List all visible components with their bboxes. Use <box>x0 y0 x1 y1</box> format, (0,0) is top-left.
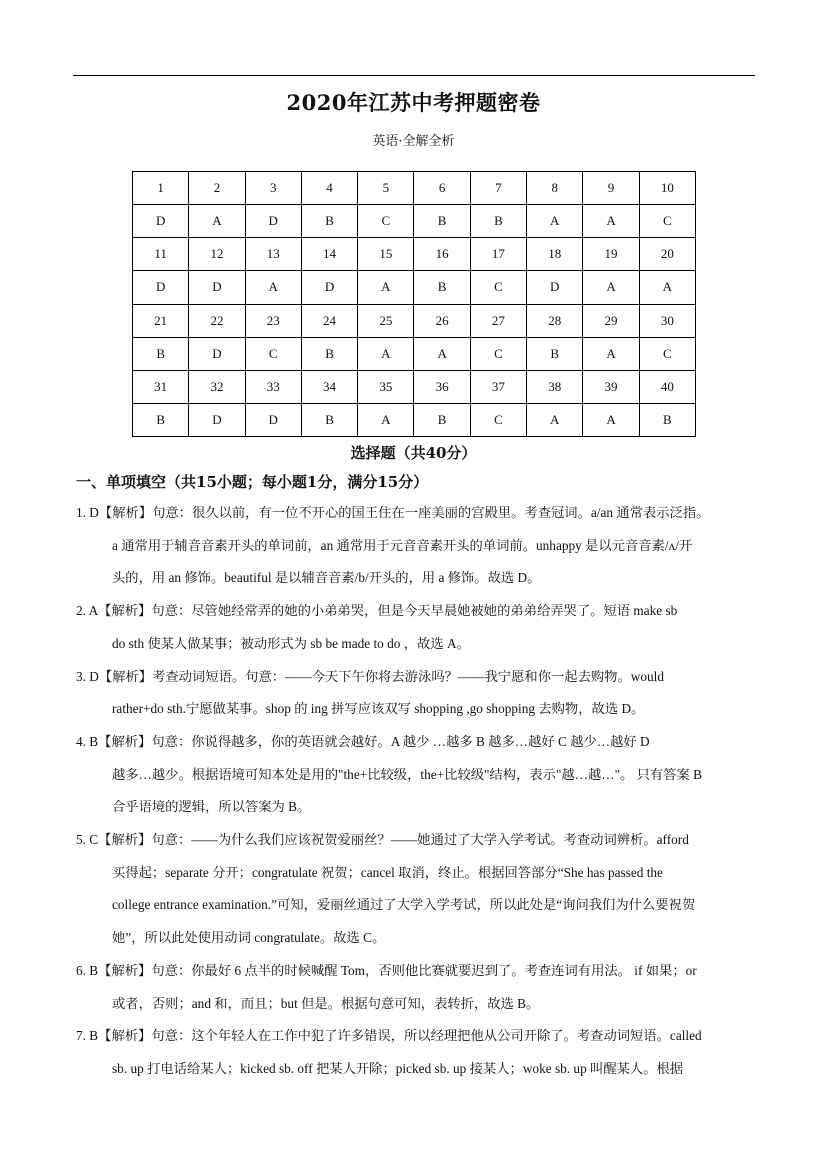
answer-row <box>133 403 696 436</box>
question-number-cell: 39 <box>583 370 639 403</box>
explanation-item <box>76 955 756 1020</box>
question-number-cell: 7 <box>470 172 526 205</box>
answer-cell: C <box>470 271 526 304</box>
answer-cell: D <box>527 271 583 304</box>
question-number-cell: 40 <box>639 370 695 403</box>
answer-cell: B <box>639 403 695 436</box>
question-number-cell: 38 <box>527 370 583 403</box>
question-number-cell: 33 <box>245 370 301 403</box>
question-number-cell: 15 <box>358 238 414 271</box>
question-number-cell: 34 <box>301 370 357 403</box>
question-number-cell: 13 <box>245 238 301 271</box>
explanation-list <box>76 497 756 1086</box>
answer-cell: D <box>133 271 189 304</box>
question-number-row <box>133 172 696 205</box>
answer-cell: A <box>583 271 639 304</box>
question-number-cell: 32 <box>189 370 245 403</box>
explanation-item <box>76 661 756 726</box>
explanation-line: 或者，否则；and 和，而且；but 但是。根据句意可知，表转折，故选 B。 <box>112 995 540 1011</box>
explanation-line: 6. B【解析】句意：你最好 6 点半的时候喊醒 Tom，否则他比赛就要迟到了。考查连词有用法。 if 如果；or <box>76 962 697 978</box>
explanation-item <box>76 726 756 824</box>
explanation-line: 2. A【解析】句意：尽管她经常弄的她的小弟弟哭，但是今天早晨她被她的弟弟给弄哭了。短语 make sb <box>76 603 678 619</box>
explanation-line: 1. D【解析】句意：很久以前，有一位不开心的国王住在一座美丽的宫殿里。考查冠词。a/an 通常表示泛指。 <box>76 505 710 520</box>
answer-cell: A <box>358 337 414 370</box>
answer-cell: D <box>133 205 189 238</box>
question-number-cell: 5 <box>358 172 414 205</box>
question-number-cell: 19 <box>583 238 639 271</box>
question-number-cell: 21 <box>133 304 189 337</box>
section-heading: 一、单项填空（共15小题；每小题1分，满分15分） <box>76 473 429 491</box>
answer-row <box>133 337 696 370</box>
answer-cell: A <box>583 205 639 238</box>
answer-cell: B <box>414 403 470 436</box>
document-subtitle: 英语·全解全析 <box>372 134 455 149</box>
answer-cell: A <box>583 337 639 370</box>
explanation-line: 头的，用 an 修饰。beautiful 是以辅音音素/b/开头的，用 a 修饰。故选 D。 <box>112 570 541 586</box>
question-number-cell: 37 <box>470 370 526 403</box>
explanation-item <box>76 1020 756 1085</box>
question-number-cell: 36 <box>414 370 470 403</box>
question-number-cell: 20 <box>639 238 695 271</box>
answer-cell: C <box>245 337 301 370</box>
document-title: 2020年江苏中考押题密卷 <box>286 90 541 115</box>
header-rule <box>73 75 755 76</box>
question-number-cell: 35 <box>358 370 414 403</box>
answer-cell: B <box>301 337 357 370</box>
explanation-line: 4. B【解析】句意：你说得越多，你的英语就会越好。A 越少 …越多 B 越多…越好 C 越少…越好 D <box>76 733 650 749</box>
answer-cell: B <box>414 205 470 238</box>
answer-cell: B <box>414 271 470 304</box>
section-caption: 选择题（共40分） <box>350 444 477 462</box>
answer-cell: A <box>358 403 414 436</box>
explanation-line: 买得起；separate 分开；congratulate 祝贺；cancel 取消，终止。根据回答部分“She has passed the <box>112 864 663 880</box>
question-number-cell: 23 <box>245 304 301 337</box>
answer-cell: C <box>470 337 526 370</box>
question-number-cell: 9 <box>583 172 639 205</box>
question-number-cell: 2 <box>189 172 245 205</box>
explanation-line: sb. up 打电话给某人；kicked sb. off 把某人开除；picked sb. up 接某人；woke sb. up 叫醒某人。根据 <box>112 1060 684 1076</box>
question-number-cell: 25 <box>358 304 414 337</box>
explanation-line: 3. D【解析】考查动词短语。句意：——今天下午你将去游泳吗？——我宁愿和你一起去购物。would <box>76 668 665 684</box>
answer-cell: A <box>245 271 301 304</box>
question-number-cell: 24 <box>301 304 357 337</box>
question-number-cell: 11 <box>133 238 189 271</box>
explanation-line: rather+do sth.宁愿做某事。shop 的 ing 拼写应该双写 shopping ,go shopping 去购物，故选 D。 <box>112 701 645 717</box>
explanation-item <box>76 497 756 595</box>
question-number-row <box>133 304 696 337</box>
explanation-line: 越多…越少。根据语境可知本处是用的"the+比较级，the+比较级"结构，表示"越…越…"。 只有答案 B <box>112 766 702 782</box>
question-number-cell: 31 <box>133 370 189 403</box>
answer-cell: D <box>301 271 357 304</box>
answer-cell: D <box>245 205 301 238</box>
question-number-cell: 28 <box>527 304 583 337</box>
explanation-line: 5. C【解析】句意：——为什么我们应该祝贺爱丽丝？——她通过了大学入学考试。考查动词辨析。afford <box>76 832 689 848</box>
answer-row <box>133 205 696 238</box>
question-number-cell: 14 <box>301 238 357 271</box>
explanation-item <box>76 824 756 955</box>
explanation-item <box>76 595 756 660</box>
question-number-cell: 27 <box>470 304 526 337</box>
answer-cell: B <box>133 403 189 436</box>
question-number-cell: 6 <box>414 172 470 205</box>
question-number-cell: 16 <box>414 238 470 271</box>
question-number-cell: 22 <box>189 304 245 337</box>
question-number-cell: 8 <box>527 172 583 205</box>
answer-table <box>132 171 696 437</box>
answer-cell: B <box>527 337 583 370</box>
answer-cell: B <box>301 205 357 238</box>
answer-cell: D <box>189 403 245 436</box>
answer-cell: B <box>301 403 357 436</box>
question-number-cell: 3 <box>245 172 301 205</box>
question-number-cell: 29 <box>583 304 639 337</box>
explanation-line: do sth 使某人做某事；被动形式为 sb be made to do ，故选 A。 <box>112 635 470 651</box>
question-number-cell: 30 <box>639 304 695 337</box>
answer-cell: A <box>527 403 583 436</box>
answer-cell: C <box>639 337 695 370</box>
explanation-line: a 通常用于辅音音素开头的单词前，an 通常用于元音音素开头的单词前。unhappy 是以元音音素/ʌ/开 <box>112 537 693 553</box>
explanation-line: 7. B【解析】句意：这个年轻人在工作中犯了许多错误，所以经理把他从公司开除了。考查动词短语。called <box>76 1028 702 1044</box>
answer-cell: B <box>470 205 526 238</box>
answer-cell: D <box>245 403 301 436</box>
question-number-row <box>133 238 696 271</box>
question-number-cell: 18 <box>527 238 583 271</box>
answer-cell: D <box>189 337 245 370</box>
explanation-line: 她”，所以此处使用动词 congratulate。故选 C。 <box>112 930 386 946</box>
answer-cell: C <box>470 403 526 436</box>
question-number-cell: 4 <box>301 172 357 205</box>
question-number-cell: 12 <box>189 238 245 271</box>
answer-cell: A <box>189 205 245 238</box>
explanation-line: 合乎语境的逻辑，所以答案为 B。 <box>112 799 311 815</box>
answer-row <box>133 271 696 304</box>
answer-cell: B <box>133 337 189 370</box>
answer-cell: C <box>358 205 414 238</box>
explanation-line: college entrance examination.”可知，爱丽丝通过了大学入学考试，所以此处是“询问我们为什么要祝贺 <box>112 897 696 913</box>
question-number-cell: 1 <box>133 172 189 205</box>
answer-cell: C <box>639 205 695 238</box>
question-number-cell: 17 <box>470 238 526 271</box>
answer-cell: D <box>189 271 245 304</box>
answer-cell: A <box>639 271 695 304</box>
answer-cell: A <box>527 205 583 238</box>
answer-cell: A <box>358 271 414 304</box>
question-number-cell: 10 <box>639 172 695 205</box>
question-number-cell: 26 <box>414 304 470 337</box>
answer-cell: A <box>414 337 470 370</box>
question-number-row <box>133 370 696 403</box>
answer-cell: A <box>583 403 639 436</box>
